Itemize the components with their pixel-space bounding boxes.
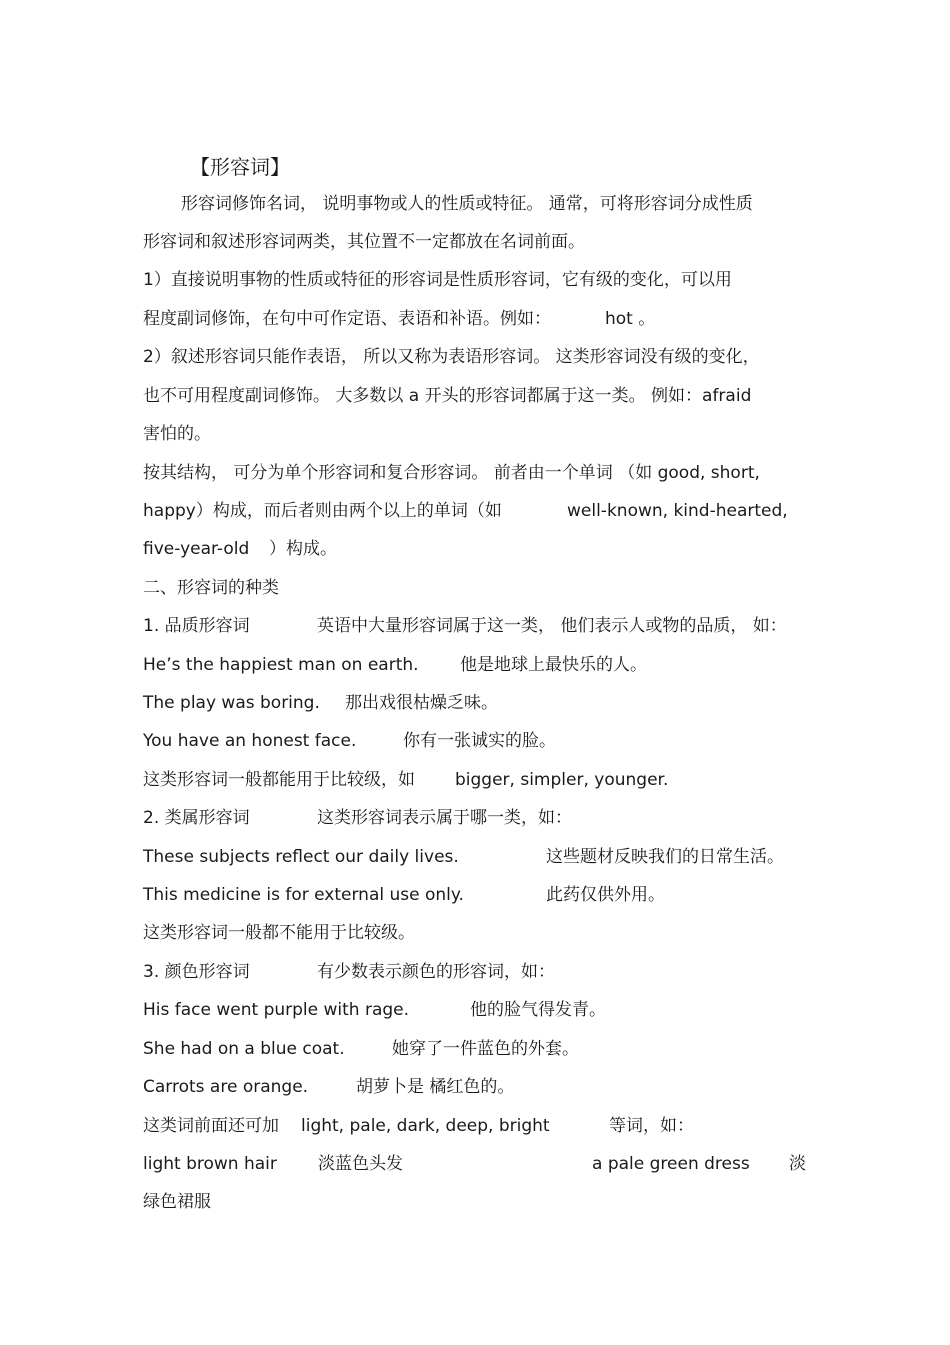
section-title: 【形容词】 [190, 155, 290, 179]
example-chinese: 她穿了一件蓝色的外套。 [392, 1039, 579, 1059]
point-1-line-2 [143, 307, 656, 331]
category-2-desc: 这类形容词表示属于哪一类，如： [317, 808, 572, 828]
point-2-line-2: 也不可用程度副词修饰。 大多数以 a 开头的形容词都属于这一类。 例如：afraid [143, 386, 752, 406]
example-english: The play was boring. [143, 693, 320, 713]
example-chinese: 那出戏很枯燥乏味。 [345, 693, 498, 713]
example-english: He’s the happiest man on earth. [143, 655, 419, 675]
category-3-heading [143, 960, 555, 984]
example-english: You have an honest face. [143, 731, 357, 751]
category-2-heading [143, 806, 572, 830]
example-chinese: 淡蓝色头发 [318, 1154, 403, 1174]
example-row [143, 1037, 579, 1061]
point-1-line-1: 1）直接说明事物的性质或特征的形容词是性质形容词，它有级的变化，可以用 [143, 270, 732, 290]
category-2-note: 这类形容词一般都不能用于比较级。 [143, 923, 415, 943]
example-english: light brown hair [143, 1154, 277, 1174]
example-row [143, 845, 784, 869]
example-chinese: 这些题材反映我们的日常生活。 [546, 847, 784, 867]
category-1-name: 1. 品质形容词 [143, 616, 250, 636]
example-row [143, 1152, 806, 1176]
structure-tail: ）构成。 [269, 539, 337, 559]
example-chinese: 淡 [789, 1154, 806, 1174]
example-english: a pale green dress [592, 1154, 750, 1174]
example-chinese: 胡萝卜是 橘红色的。 [356, 1077, 515, 1097]
category-3-name: 3. 颜色形容词 [143, 962, 250, 982]
example-continuation: 绿色裙服 [143, 1192, 211, 1212]
example-chinese: 你有一张诚实的脸。 [403, 731, 556, 751]
intro-line-2: 形容词和叙述形容词两类，其位置不一定都放在名词前面。 [143, 232, 585, 252]
category-1-desc: 英语中大量形容词属于这一类， 他们表示人或物的品质， 如： [317, 616, 787, 636]
example-english: These subjects reflect our daily lives. [143, 847, 459, 867]
structure-line-1: 按其结构， 可分为单个形容词和复合形容词。 前者由一个单词 （如 good, short, [143, 463, 760, 483]
category-3-desc: 有少数表示颜色的形容词，如： [317, 962, 555, 982]
example-chinese: 他是地球上最快乐的人。 [460, 655, 647, 675]
point-1-example: hot 。 [605, 309, 656, 329]
point-2-line-1: 2）叙述形容词只能作表语， 所以又称为表语形容词。 这类形容词没有级的变化， [143, 347, 760, 367]
structure-line-3 [143, 537, 337, 561]
example-english: This medicine is for external use only. [143, 885, 464, 905]
example-english: His face went purple with rage. [143, 1000, 410, 1020]
example-chinese: 此药仅供外用。 [546, 885, 665, 905]
note-text: 这类词前面还可加 [143, 1116, 279, 1136]
structure-line-2 [143, 499, 788, 523]
example-row [143, 729, 556, 753]
example-row [143, 1075, 515, 1099]
note-examples: bigger, simpler, younger. [455, 770, 669, 790]
category-3-note [143, 1114, 694, 1138]
example-english: She had on a blue coat. [143, 1039, 345, 1059]
point-1-text: 程度副词修饰，在句中可作定语、表语和补语。例如： [143, 309, 551, 329]
note-modifiers: light, pale, dark, deep, bright [301, 1116, 550, 1136]
note-tail: 等词，如： [609, 1116, 694, 1136]
category-1-heading [143, 614, 787, 638]
point-2-line-3: 害怕的。 [143, 424, 211, 444]
category-2-name: 2. 类属形容词 [143, 808, 250, 828]
structure-examples: well-known, kind-hearted, [567, 501, 788, 521]
example-row [143, 691, 498, 715]
structure-example-3: five-year-old [143, 539, 250, 559]
category-1-note [143, 768, 669, 792]
intro-line-1: 形容词修饰名词， 说明事物或人的性质或特征。 通常，可将形容词分成性质 [181, 194, 753, 214]
section-heading-kinds: 二、形容词的种类 [143, 578, 279, 598]
note-text: 这类形容词一般都能用于比较级，如 [143, 770, 415, 790]
example-row [143, 998, 606, 1022]
example-row [143, 883, 665, 907]
example-chinese: 他的脸气得发青。 [470, 1000, 606, 1020]
example-row [143, 653, 647, 677]
example-english: Carrots are orange. [143, 1077, 309, 1097]
structure-text: happy）构成，而后者则由两个以上的单词（如 [143, 501, 502, 521]
